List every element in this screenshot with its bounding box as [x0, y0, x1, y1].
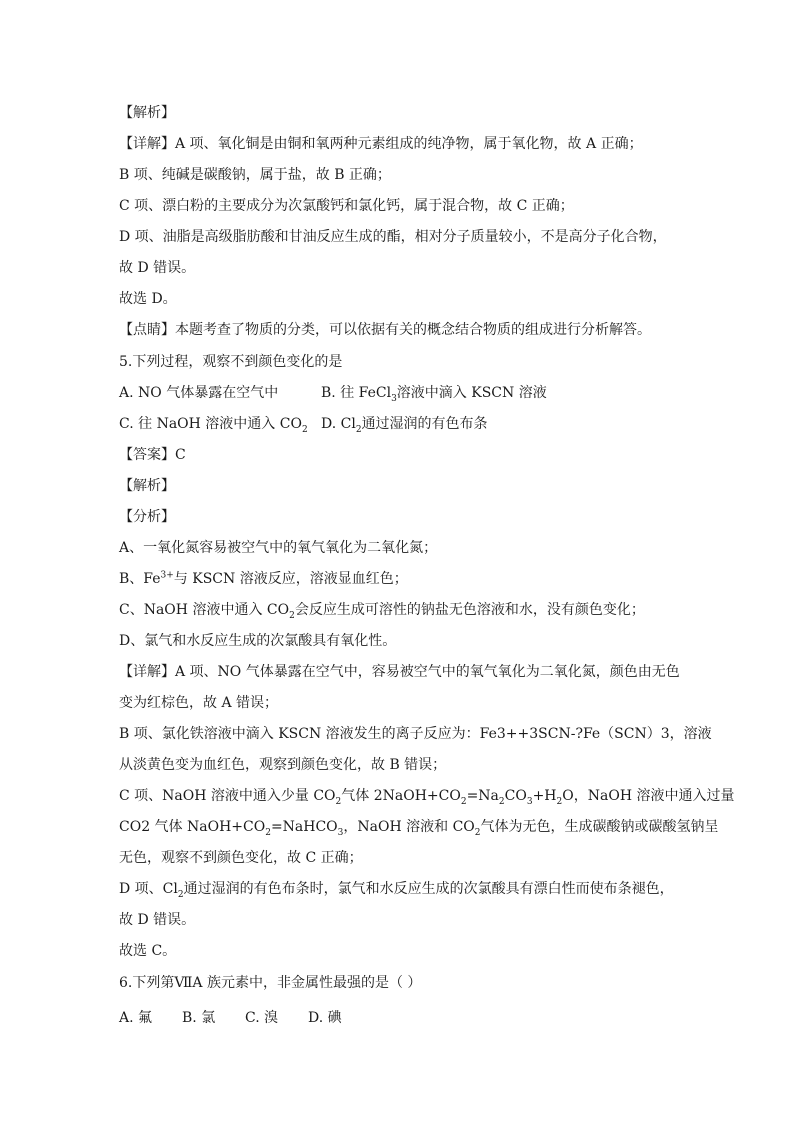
text-line: 【解析】: [119, 478, 175, 494]
text-line: D 项、$Cl_2$通过湿润的有色布条时，氯气和水反应生成的次氯酸具有漂白性而使布条褪色，: [119, 881, 674, 900]
text-line: 变为红棕色，故 A 错误；: [119, 695, 279, 711]
q5-option-a: A. NO 气体暴露在空气中: [119, 385, 279, 401]
question-5-stem: 5.下列过程，观察不到颜色变化的是: [119, 354, 343, 370]
text-line: 从淡黄色变为血红色，观察到颜色变化，故 B 错误；: [119, 757, 447, 773]
text-line: A、一氧化氮容易被空气中的氧气氧化为二氧化氮；: [119, 540, 438, 556]
text-line: C 项、NaOH 溶液中通入少量 $CO_2$气体 $2NaOH+CO_2=Na_2CO_3+H_2O$，NaOH 溶液中通入过量: [119, 788, 735, 807]
text-line: C 项、漂白粉的主要成分为次氯酸钙和氯化钙，属于混合物，故 C 正确；: [119, 198, 574, 214]
text-line: B 项、纯碱是碳酸钠，属于盐，故 B 正确；: [119, 167, 391, 183]
q5-answer: 【答案】C: [119, 447, 186, 463]
text-line: 无色，观察不到颜色变化，故 C 正确；: [119, 850, 363, 866]
q5-options-row-2: [119, 414, 488, 434]
text-line: CO2 气体 $NaOH+CO_2=NaHCO_3$，NaOH 溶液和 $CO_2$气体为无色，生成碳酸钠或碳酸氢钠呈: [119, 819, 719, 838]
text-line: D、氯气和水反应生成的次氯酸具有氧化性。: [119, 633, 397, 649]
q5-option-b: B. 往 FeCl$_3$溶液中滴入 KSCN 溶液: [321, 385, 547, 404]
text-line: 【分析】: [119, 509, 175, 525]
text-line: B 项、氯化铁溶液中滴入 KSCN 溶液发生的离子反应为：Fe3++3SCN-?Fe（SCN）3，溶液: [119, 726, 712, 742]
q6-option-b: B. 氯: [182, 1010, 216, 1026]
q5-option-d: D. $Cl_2$通过湿润的有色布条: [321, 416, 488, 435]
q6-option-d: D. 碘: [308, 1010, 342, 1026]
text-line: 故选 D。: [119, 291, 177, 307]
text-line: 【详解】A 项、氧化铜是由铜和氧两种元素组成的纯净物，属于氧化物，故 A 正确；: [119, 136, 643, 152]
text-line: 故 D 错误。: [119, 260, 196, 276]
text-line: D 项、油脂是高级脂肪酸和甘油反应生成的酯，相对分子质量较小，不是高分子化合物，: [119, 229, 667, 245]
question-6-stem: 6.下列第ⅦA 族元素中，非金属性最强的是（ ）: [119, 975, 422, 991]
text-line: 【点睛】本题考查了物质的分类，可以依据有关的概念结合物质的组成进行分析解答。: [119, 322, 651, 338]
text-line: 故选 C。: [119, 943, 177, 959]
q5-options-row-1: [119, 383, 547, 403]
text-line: 【详解】A 项、NO 气体暴露在空气中，容易被空气中的氧气氧化为二氧化氮，颜色由无色: [119, 664, 680, 680]
text-line: 【解析】: [119, 105, 175, 121]
q6-option-c: C. 溴: [245, 1010, 279, 1026]
text-line: C、NaOH 溶液中通入 $CO_2$会反应生成可溶性的钠盐无色溶液和水，没有颜色变化；: [119, 602, 645, 621]
q5-option-c: C. 往 NaOH 溶液中通入 $CO_2$: [119, 416, 308, 435]
text-line: 故 D 错误。: [119, 912, 196, 928]
q6-options-row: [119, 1008, 342, 1028]
text-line: B、$Fe^{3+}$与 KSCN 溶液反应，溶液显血红色；: [119, 570, 408, 587]
q6-option-a: A. 氟: [119, 1010, 153, 1026]
